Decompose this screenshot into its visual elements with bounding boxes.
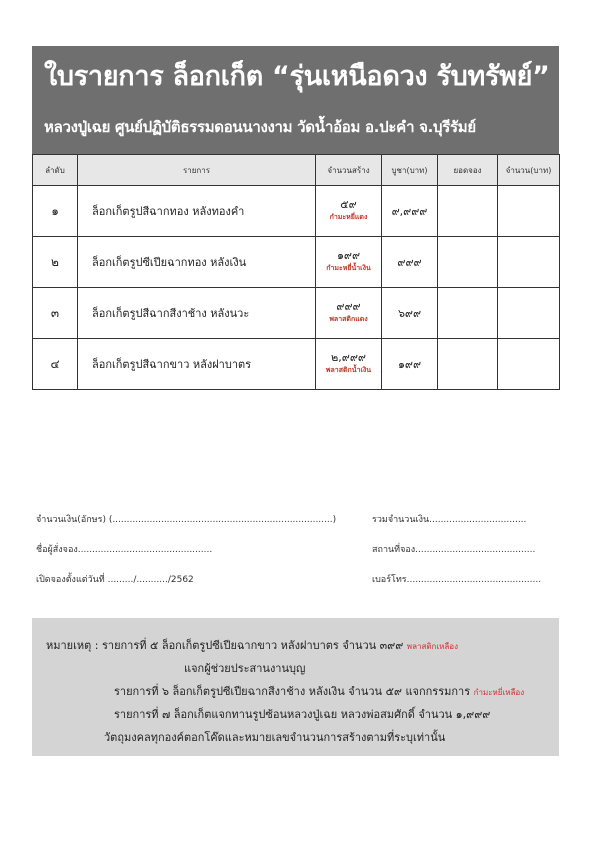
material-note: พลาสติกแดง: [329, 315, 368, 323]
quantity-cell: [316, 288, 382, 339]
row-number: ๔: [33, 339, 78, 390]
quantity-cell: [316, 186, 382, 237]
booking-location-field[interactable]: สถานที่จอง..........................................: [372, 545, 536, 555]
material-note: พลาสติกน้ำเงิน: [325, 366, 372, 374]
item-name: ล็อกเก็ตรูปสีฉากทอง หลังทองคำ: [78, 186, 316, 237]
item-name: ล็อกเก็ตรูปซีเปียฉากทอง หลังเงิน: [78, 237, 316, 288]
orderer-name-field[interactable]: ชื่อผู้สั่งจอง...............................................: [36, 545, 213, 555]
header-banner: [32, 46, 559, 154]
price-cell: ๙๙๙: [382, 237, 438, 288]
material-note: กำมะหยี่แดง: [329, 213, 368, 221]
column-header-no: ลำดับ: [33, 155, 78, 186]
quantity-cell: [316, 237, 382, 288]
quantity-cell: [316, 339, 382, 390]
price-cell: ๑๙๙: [382, 339, 438, 390]
remark-item-5: หมายเหตุ : รายการที่ ๕ ล็อกเก็ตรูปซีเปียฉากขาว หลังฝาบาตร จำนวน ๓๙๙: [46, 639, 404, 652]
item-name: ล็อกเก็ตรูปสีฉากสีงาช้าง หลังนวะ: [78, 288, 316, 339]
remark-item-6: รายการที่ ๖ ล็อกเก็ตรูปซีเปียฉากสีงาช้าง หลังเงิน จำนวน ๕๙ แจกกรรมการ: [114, 685, 471, 698]
booking-date-field[interactable]: เปิดจองตั้งแต่วันที่ ........./.........../2562: [36, 575, 194, 585]
table-row: [33, 339, 560, 390]
row-number: ๑: [33, 186, 78, 237]
phone-field[interactable]: เบอร์โทร...............................................: [372, 575, 542, 585]
material-note: กำมะหยี่น้ำเงิน: [326, 264, 371, 272]
remark-line-1: [46, 636, 458, 654]
remark-line-3: [114, 682, 524, 700]
quantity-value: ๕๙: [340, 198, 357, 211]
remark-line-5: วัตถุมงคลทุกองค์ตอกโค๊ดและหมายเลขจำนวนการสร้างตามที่ระบุเท่านั้น: [104, 731, 446, 744]
item-name: ล็อกเก็ตรูปสีฉากขาว หลังฝาบาตร: [78, 339, 316, 390]
column-header-booked: ยอดจอง: [438, 155, 498, 186]
amount-cell[interactable]: [498, 339, 560, 390]
document-subtitle: หลวงปู่เฉย ศูนย์ปฏิบัติธรรมดอนนางงาม วัดน้ำอ้อม อ.ปะคำ จ.บุรีรัมย์: [44, 118, 476, 136]
table-header-row: [33, 155, 560, 186]
booked-cell[interactable]: [438, 237, 498, 288]
column-header-price: บูชา(บาท): [382, 155, 438, 186]
remark-item-6-material: กำมะหยี่เหลือง: [473, 688, 525, 697]
order-table: [32, 154, 560, 390]
column-header-item: รายการ: [78, 155, 316, 186]
amount-cell[interactable]: [498, 186, 560, 237]
remark-line-2: แจกผู้ช่วยประสานงานบุญ: [184, 662, 306, 675]
booked-cell[interactable]: [438, 186, 498, 237]
remarks-box: [32, 618, 559, 756]
table-row: [33, 186, 560, 237]
price-cell: ๙,๙๙๙: [382, 186, 438, 237]
column-header-quantity: จำนวนสร้าง: [316, 155, 382, 186]
quantity-value: ๑๙๙: [336, 249, 361, 262]
booked-cell[interactable]: [438, 288, 498, 339]
amount-in-words-field[interactable]: จำนวนเงิน(อักษร) (.............................................................................): [36, 515, 337, 525]
table-row: [33, 237, 560, 288]
row-number: ๓: [33, 288, 78, 339]
quantity-value: ๙๙๙: [336, 300, 361, 313]
price-cell: ๖๙๙: [382, 288, 438, 339]
amount-cell[interactable]: [498, 237, 560, 288]
document-title: ใบรายการ ล็อกเก็ต “รุ่นเหนือดวง รับทรัพย์”: [44, 61, 550, 92]
quantity-value: ๒,๙๙๙: [331, 351, 366, 364]
remark-line-4: รายการที่ ๗ ล็อกเก็ตแจกทานรูปซ้อนหลวงปู่เฉย หลวงพ่อสมศักดิ์ จำนวน ๑,๙๙๙: [114, 708, 491, 721]
remark-item-5-material: พลาสติกเหลือง: [406, 642, 459, 651]
amount-cell[interactable]: [498, 288, 560, 339]
table-row: [33, 288, 560, 339]
booked-cell[interactable]: [438, 339, 498, 390]
row-number: ๒: [33, 237, 78, 288]
column-header-amount: จำนวน(บาท): [498, 155, 560, 186]
total-amount-field[interactable]: รวมจำนวนเงิน..................................: [372, 515, 527, 525]
